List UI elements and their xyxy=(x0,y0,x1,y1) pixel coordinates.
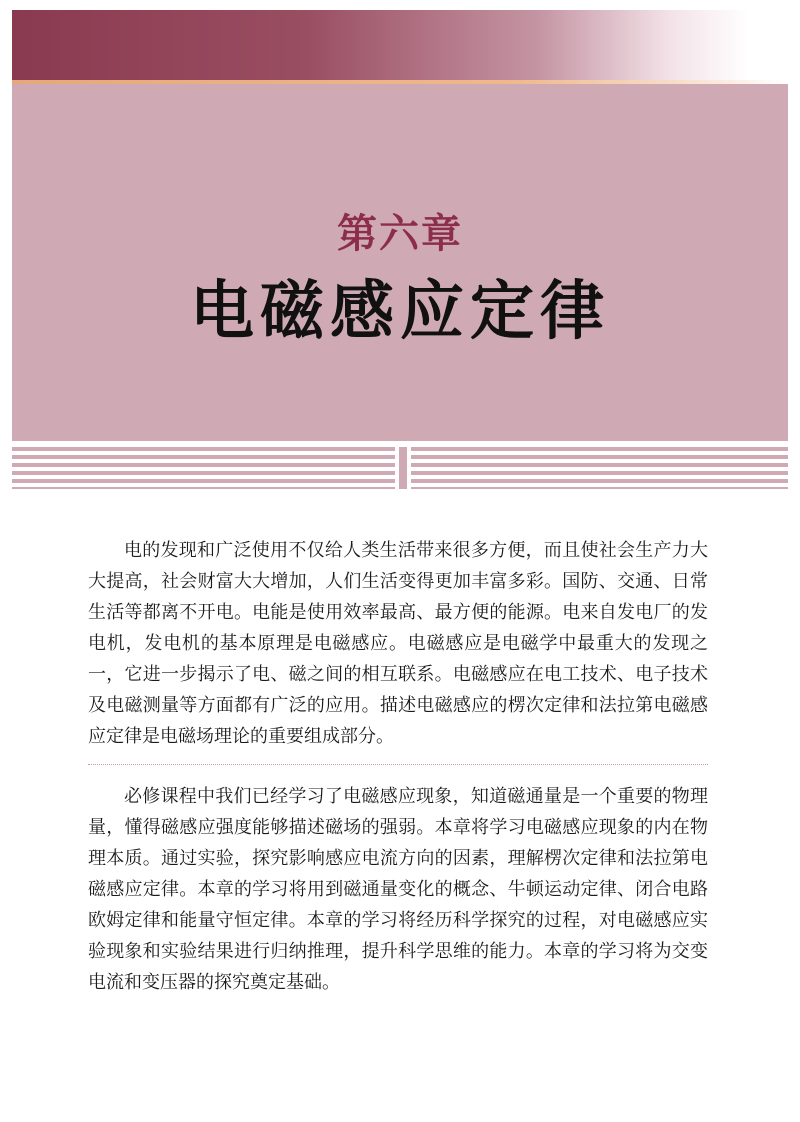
intro-paragraph-1: 电的发现和广泛使用不仅给人类生活带来很多方便，而且使社会生产力大大提高，社会财富大大增加，人们生活变得更加丰富多彩。国防、交通、日常生活等都离不开电。电能是使用效率最高、最方便的能源。电来自发电厂的发电机，发电机的基本原理是电磁感应。电磁感应是电磁学中最重大的发现之一，它进一步揭示了电、磁之间的相互联系。电磁感应在电工技术、电子技术及电磁测量等方面都有广泛的应用。描述电磁感应的楞次定律和法拉第电磁感应定律是电磁场理论的重要组成部分。 xyxy=(88,540,708,747)
dotted-separator xyxy=(88,764,708,765)
chapter-number: 第六章 xyxy=(337,210,463,257)
header-stripes-right xyxy=(411,447,788,489)
header-stripes-divider xyxy=(399,447,407,489)
chapter-header-block xyxy=(12,84,788,441)
chapter-intro xyxy=(88,535,708,998)
header-stripes-left xyxy=(12,447,395,489)
top-decorative-band xyxy=(12,10,788,80)
intro-paragraph-2: 必修课程中我们已经学习了电磁感应现象，知道磁通量是一个重要的物理量，懂得磁感应强度能够描述磁场的强弱。本章将学习电磁感应现象的内在物理本质。通过实验，探究影响感应电流方向的因素，理解楞次定律和法拉第电磁感应定律。本章的学习将用到磁通量变化的概念、牛顿运动定律、闭合电路欧姆定律和能量守恒定律。本章的学习将经历科学探究的过程，对电磁感应实验现象和实验结果进行归纳推理，提升科学思维的能力。本章的学习将为交变电流和变压器的探究奠定基础。 xyxy=(88,786,708,993)
chapter-title: 电磁感应定律 xyxy=(190,275,610,349)
